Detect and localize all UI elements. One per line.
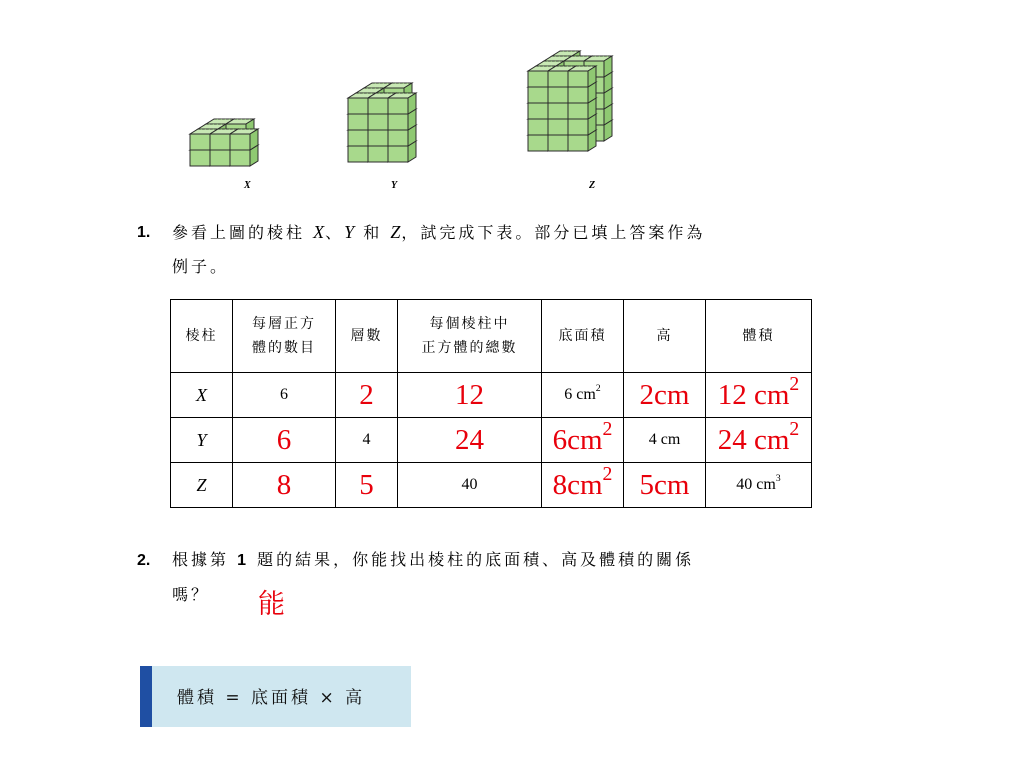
cube-front-face — [568, 87, 588, 103]
cube-front-face — [528, 119, 548, 135]
volume-value: 24 cm — [717, 423, 790, 456]
layers-answer-cell: 2 — [336, 373, 398, 418]
prism-y-figure — [340, 30, 480, 180]
formula-text: 體積 = 底面積 × 高 — [177, 688, 366, 708]
prism-name-cell: X — [171, 373, 233, 418]
formula-box — [140, 666, 411, 727]
cube-front-face — [210, 150, 230, 166]
cube-front-face — [568, 71, 588, 87]
cube-front-face — [348, 146, 368, 162]
cube-front-face — [528, 87, 548, 103]
table-row-y — [171, 418, 812, 463]
total-cubes-cell: 40 — [398, 463, 542, 508]
height-answer-cell: 5cm — [624, 463, 706, 508]
volume-cell — [706, 463, 812, 508]
table-header-row — [171, 300, 812, 373]
height-cell: 4 cm — [624, 418, 706, 463]
cube-front-face — [548, 119, 568, 135]
cube-front-face — [568, 135, 588, 151]
cube-front-face — [368, 130, 388, 146]
cube-front-face — [568, 103, 588, 119]
question-2-number: 2. — [137, 552, 151, 569]
cube-front-face — [388, 130, 408, 146]
cube-front-face — [348, 114, 368, 130]
cube-front-face — [388, 98, 408, 114]
layers-cell: 4 — [336, 418, 398, 463]
question-1-text — [172, 215, 792, 284]
cube-front-face — [528, 71, 548, 87]
question-1-text-end: ，試完成下表。部分已填上答案作為 — [401, 223, 706, 242]
prism-table — [170, 299, 812, 508]
prism-z-label: Z — [589, 180, 596, 191]
cube-front-face — [388, 114, 408, 130]
cube-front-face — [528, 135, 548, 151]
question-1-separator: 、 — [325, 223, 345, 242]
base-area-value: 8cm — [552, 468, 603, 501]
cube-front-face — [368, 114, 388, 130]
cube-front-face — [348, 98, 368, 114]
volume-exponent: 2 — [789, 417, 800, 440]
question-2-answer: 能 — [258, 589, 285, 620]
table-row-z — [171, 463, 812, 508]
header-cubes-per-layer — [233, 300, 336, 373]
question-2-text-end: 題的結果，你能找出棱柱的底面積、高及體積的關係 — [257, 550, 695, 569]
cube-front-face — [368, 98, 388, 114]
cube-front-face — [190, 150, 210, 166]
header-base-area: 底面積 — [542, 300, 624, 373]
cubes-per-layer-cell: 6 — [233, 373, 336, 418]
question-1-var-y: Y — [344, 222, 356, 242]
cube-front-face — [210, 134, 230, 150]
cube-front-face — [190, 134, 210, 150]
total-cubes-answer-cell: 12 — [398, 373, 542, 418]
question-1-text-start: 參看上圖的棱柱 — [172, 223, 306, 242]
prism-x-label: X — [244, 180, 251, 191]
prism-name-cell: Y — [171, 418, 233, 463]
cube-front-face — [568, 119, 588, 135]
question-1-number: 1. — [137, 224, 151, 241]
cube-front-face — [368, 146, 388, 162]
question-2-line-2: 嗎？ — [172, 585, 211, 604]
header-cubes-per-layer-line-1: 每層正方 — [252, 316, 316, 332]
header-total-cubes — [398, 300, 542, 373]
cube-front-face — [348, 130, 368, 146]
volume-answer-cell — [706, 418, 812, 463]
prism-name-cell: Z — [171, 463, 233, 508]
question-1-var-x: X — [313, 222, 326, 242]
prism-y-label: Y — [391, 180, 398, 191]
cubes-per-layer-answer-cell: 8 — [233, 463, 336, 508]
layers-answer-cell: 5 — [336, 463, 398, 508]
volume-value: 40 cm — [736, 476, 776, 493]
cubes-per-layer-answer-cell: 6 — [233, 418, 336, 463]
base-area-value: 6 cm — [564, 386, 596, 403]
header-height: 高 — [624, 300, 706, 373]
question-2-text-start: 根據第 — [172, 550, 230, 569]
cube-front-face — [230, 134, 250, 150]
base-area-answer-cell — [542, 418, 624, 463]
cube-front-face — [548, 103, 568, 119]
header-volume: 體積 — [706, 300, 812, 373]
base-area-value: 6cm — [552, 423, 603, 456]
question-2-reference-number: 1 — [237, 552, 250, 569]
header-cubes-per-layer-line-2: 體的數目 — [252, 340, 316, 356]
cube-front-face — [548, 71, 568, 87]
question-1-line-1 — [172, 215, 792, 250]
cube-front-face — [548, 135, 568, 151]
cube-front-face — [548, 87, 568, 103]
base-area-cell — [542, 373, 624, 418]
cube-front-face — [528, 103, 548, 119]
volume-answer-cell — [706, 373, 812, 418]
base-area-exponent: 2 — [602, 462, 613, 485]
question-2-line-1 — [172, 543, 812, 578]
question-1-and: 和 — [363, 223, 383, 242]
question-1-var-z: Z — [390, 222, 402, 242]
cube-front-face — [230, 150, 250, 166]
prism-x-figure — [180, 80, 300, 180]
question-1-line-2: 例子。 — [172, 257, 230, 276]
base-area-exponent: 2 — [602, 417, 613, 440]
height-answer-cell: 2cm — [624, 373, 706, 418]
header-total-cubes-line-2: 正方體的總數 — [421, 340, 518, 356]
header-layers: 層數 — [336, 300, 398, 373]
base-area-exponent: 2 — [595, 383, 601, 395]
volume-exponent: 3 — [775, 473, 781, 485]
header-prism: 棱柱 — [171, 300, 233, 373]
cube-front-face — [388, 146, 408, 162]
header-total-cubes-line-1: 每個棱柱中 — [429, 316, 510, 332]
total-cubes-answer-cell: 24 — [398, 418, 542, 463]
table-row-x — [171, 373, 812, 418]
volume-exponent: 2 — [789, 372, 800, 395]
volume-value: 12 cm — [717, 378, 790, 411]
base-area-answer-cell — [542, 463, 624, 508]
formula-accent-bar — [140, 666, 152, 727]
prism-z-figure — [520, 5, 660, 175]
